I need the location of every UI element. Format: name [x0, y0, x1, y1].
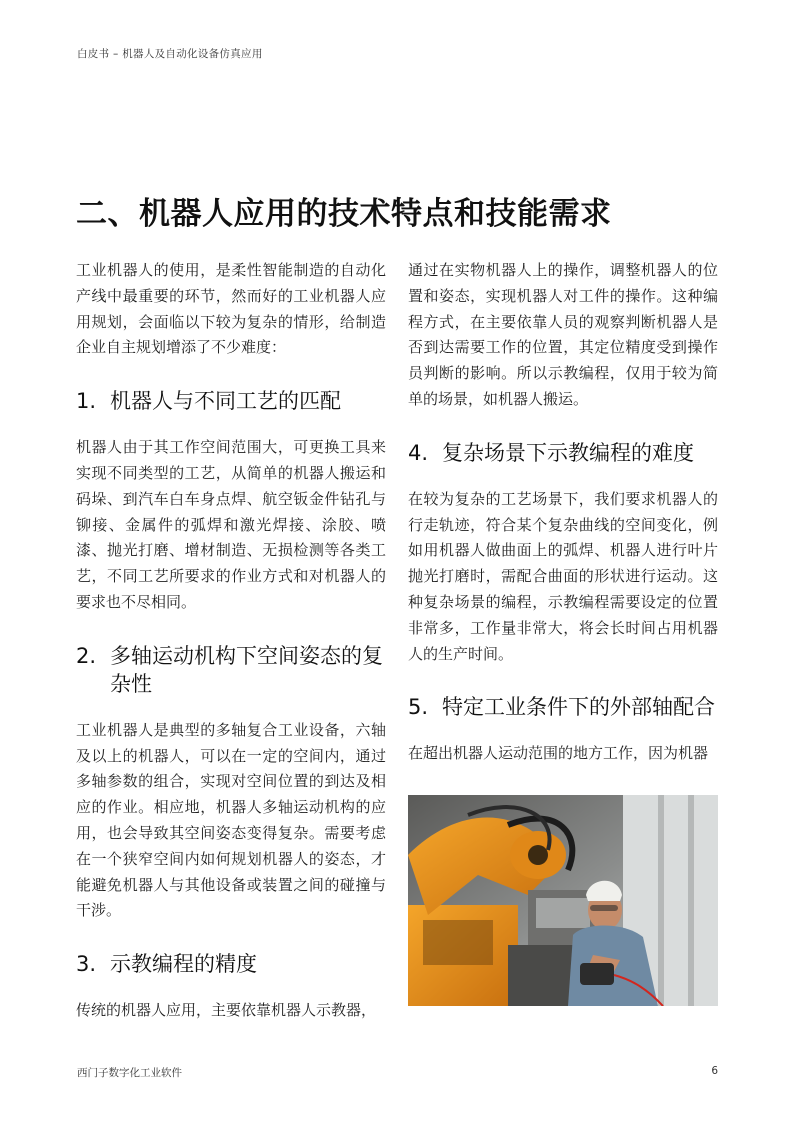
section-2-title: 多轴运动机构下空间姿态的复杂性	[110, 643, 383, 696]
page-title: 二、机器人应用的技术特点和技能需求	[76, 196, 612, 232]
section-4-title: 复杂场景下示教编程的难度	[442, 440, 694, 465]
right-column	[408, 258, 718, 767]
section-3-body: 传统的机器人应用，主要依靠机器人示教器，	[76, 1001, 377, 1020]
section-1-heading	[76, 387, 386, 415]
page-number: 6	[711, 1065, 718, 1077]
section-5-number: 5.	[408, 695, 429, 720]
intro-paragraph: 工业机器人的使用，是柔性智能制造的自动化产线中最重要的环节，然而好的工业机器人应用规划，会面临以下较为复杂的情形，给制造企业自主规划增添了不少难度：	[76, 261, 386, 357]
section-5-heading	[408, 693, 718, 721]
section-2-number: 2.	[76, 643, 97, 668]
section-2-body: 工业机器人是典型的多轴复合工业设备，六轴及以上的机器人，可以在一定的空间内，通过多轴参数的组合，实现对空间位置的到达及相应的作业。相应地，机器人多轴运动机构的应用，也会导致其空间姿态变得复杂。需要考虑在一个狭窄空间内如何规划机器人的姿态，才能避免机器人与其他设备或装置之间的碰撞与干涉。	[76, 720, 386, 920]
section-5-body: 在超出机器人运动范围的地方工作，因为机器	[408, 744, 709, 763]
section-3-title: 示教编程的精度	[110, 952, 257, 977]
section-4-body: 在较为复杂的工艺场景下，我们要求机器人的行走轨迹，符合某个复杂曲线的空间变化，例如用机器人做曲面上的弧焊、机器人进行叶片抛光打磨时，需配合曲面的形状进行运动。这种复杂场景的编程，示教编程需要设定的位置非常多，工作量非常大，将会长时间占用机器人的生产时间。	[408, 489, 718, 663]
section-4-heading	[408, 439, 718, 467]
section-3-continuation: 通过在实物机器人上的操作，调整机器人的位置和姿态，实现机器人对工件的操作。这种编程方式，在主要依靠人员的观察判断机器人是否到达需要工作的位置，其定位精度受到操作员判断的影响。所以示教编程，仅用于较为简单的场景，如机器人搬运。	[408, 261, 718, 408]
section-3-number: 3.	[76, 952, 97, 977]
section-2-heading	[76, 642, 386, 698]
section-3-heading	[76, 950, 386, 978]
left-column	[76, 258, 386, 1024]
section-1-title: 机器人与不同工艺的匹配	[110, 389, 341, 414]
section-1-body: 机器人由于其工作空间范围大，可更换工具来实现不同类型的工艺，从简单的机器人搬运和码垛、到汽车白车身点焊、航空钣金件钻孔与铆接、金属件的弧焊和激光焊接、涂胶、喷漆、抛光打磨、增材制造、无损检测等各类工艺，不同工艺所要求的作业方式和对机器人的要求也不尽相同。	[76, 438, 386, 611]
section-5-title: 特定工业条件下的外部轴配合	[442, 695, 715, 720]
robot-photo	[408, 795, 718, 1006]
running-header: 白皮书 – 机器人及自动化设备仿真应用	[77, 48, 263, 60]
section-4-number: 4.	[408, 440, 429, 465]
section-1-number: 1.	[76, 389, 97, 414]
running-footer: 西门子数字化工业软件	[77, 1067, 182, 1079]
